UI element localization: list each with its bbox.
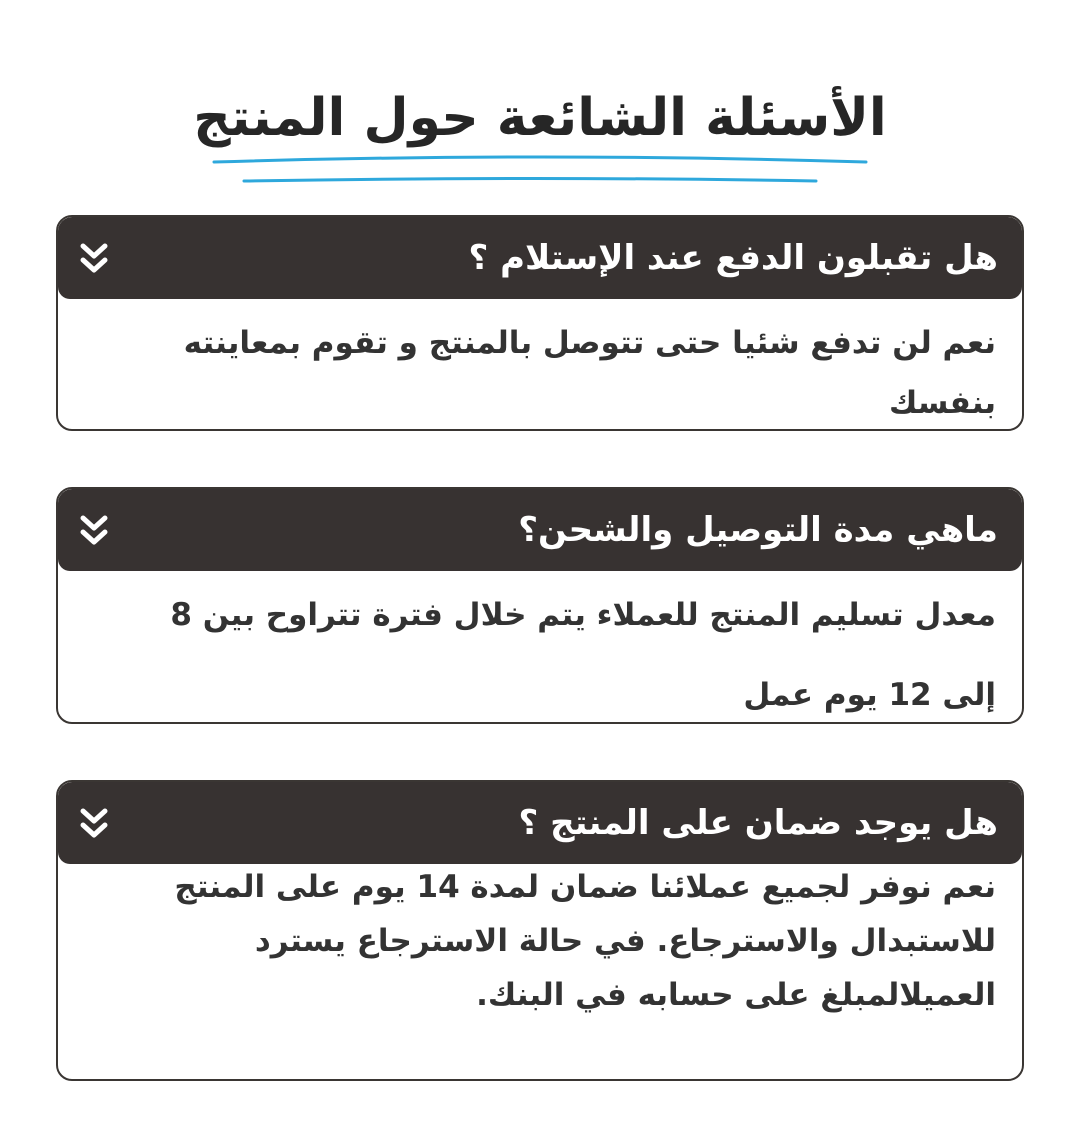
title-underline-decoration <box>210 150 870 190</box>
faq-item-cash-on-delivery <box>56 215 1024 431</box>
page-title: الأسئلة الشائعة حول المنتج <box>193 88 887 148</box>
faq-question-header[interactable] <box>58 217 1022 299</box>
faq-answer-text: نعم نوفر لجميع عملائنا ضمان لمدة 14 يوم على المنتج للاستبدال والاسترجاع. في حالة الاسترجاع يسترد العميلالمبلغ على حسابه في البنك. <box>174 869 996 1013</box>
double-chevron-down-icon[interactable] <box>76 238 112 278</box>
faq-answer-text: معدل تسليم المنتج للعملاء يتم خلال فترة تتراوح بين 8 إلى 12 يوم عمل <box>170 597 996 713</box>
faq-item-delivery-time <box>56 487 1024 724</box>
double-chevron-down-icon[interactable] <box>76 510 112 550</box>
faq-answer-text: نعم لن تدفع شئيا حتى تتوصل بالمنتج و تقوم بمعاينته بنفسك <box>183 325 996 421</box>
faq-question-header[interactable] <box>58 489 1022 571</box>
faq-question-text: ماهي مدة التوصيل والشحن؟ <box>518 510 998 550</box>
faq-question-header[interactable] <box>58 782 1022 864</box>
faq-question-text: هل يوجد ضمان على المنتج ؟ <box>518 803 998 843</box>
double-chevron-down-icon[interactable] <box>76 803 112 843</box>
faq-question-text: هل تقبلون الدفع عند الإستلام ؟ <box>468 238 998 278</box>
faq-item-warranty <box>56 780 1024 1081</box>
